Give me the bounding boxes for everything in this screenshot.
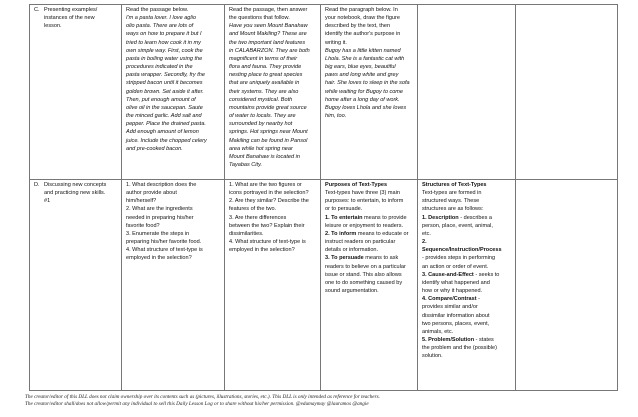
structure-line-bold: 1. Description xyxy=(422,214,459,221)
passage-line: pepper. Place the drained pasta. xyxy=(126,121,206,128)
question-line: 1. What are the two figures or xyxy=(229,182,302,188)
passage-line: and Mount Makiling? These are xyxy=(229,31,307,38)
passage-line: Mount Banahaw is located in xyxy=(229,153,300,160)
passage-line: mountains provide great source xyxy=(229,104,307,111)
structure-line: dissimilar information about xyxy=(422,312,490,319)
structure-line-bold: 5. Problem/Solution xyxy=(422,336,475,343)
passage-line: Have you seen Mount Banahaw xyxy=(229,23,308,30)
passage-line: their systems. They are also xyxy=(229,88,299,95)
passage-line: flora and fauna. They provide xyxy=(229,64,302,71)
structure-line: person, place, event, animal, xyxy=(422,222,493,229)
passage-line: golden brown. Set aside it after. xyxy=(126,88,204,95)
row-c-col3 xyxy=(321,5,418,180)
purpose-line: purposes: to entertain, to inform xyxy=(325,198,404,205)
structure-line: an action or order of event. xyxy=(422,263,489,270)
passage-line: pasta in boiling water using the xyxy=(126,55,203,62)
question-line: between the two? Explain their xyxy=(229,222,305,229)
passage-line: area while hot spring near xyxy=(229,145,293,152)
row-d-col3 xyxy=(321,180,418,391)
question-line: preparing his/her favorite food. xyxy=(126,239,202,246)
purpose-line-bold: 1. To entertain xyxy=(325,214,363,221)
structure-line: etc. xyxy=(422,230,431,237)
structures-title: Structures of Text-Types xyxy=(422,182,487,188)
question-line: features of the two. xyxy=(229,206,277,213)
passage-line: hair. She loves to sleep in the sofa xyxy=(325,80,410,87)
instruction-line: writing it. xyxy=(325,39,347,46)
structure-line: the problem and the (possible) xyxy=(422,345,497,352)
row-c-label xyxy=(44,6,118,30)
structure-line: structured ways. These xyxy=(422,198,480,205)
passage-line: big ears, blue eyes, beautiful xyxy=(325,64,396,71)
structure-line: two persons, places, event, xyxy=(422,320,490,327)
passage-line: Lhola. She is a fantastic cat with xyxy=(325,55,405,62)
instruction-line: Read the paragraph below. In xyxy=(325,7,398,13)
passage-line: of water to locals. They are xyxy=(229,113,296,120)
question-line: 4. What structure of text-type is xyxy=(229,239,306,246)
structure-line-bold: 2. xyxy=(422,239,427,246)
passage-line: tried to learn how cook it in my xyxy=(126,39,201,46)
purpose-line: sound argumentation. xyxy=(325,288,379,295)
structure-line xyxy=(422,238,512,246)
passage-line: Tayabas City. xyxy=(229,161,262,168)
disclaimer-line-2: The creator/editor shall/does not allow/permit any individual to sell this Daily Lesson Log or to share without his/her permission. @edumaymay @lauramos @angie xyxy=(25,401,369,408)
passage-line: Add enough amount of lemon xyxy=(126,129,199,136)
structures-list xyxy=(422,189,512,360)
passage-line: nesting place to great species xyxy=(229,72,303,79)
row-c-col3-passage xyxy=(325,47,414,120)
purpose-line-bold: 3. To persuade xyxy=(325,255,364,262)
question-line: 1. What description does the xyxy=(126,182,197,188)
row-d-col1-questions xyxy=(126,181,221,263)
passage-line: home after a long day of work. xyxy=(325,96,400,103)
question-line: 2. What are the ingredients xyxy=(126,206,193,213)
question-line: 3. Are there differences xyxy=(229,214,287,221)
passage-line: I'm a pasta lover. I love aglio xyxy=(126,15,196,22)
passage-line: stripped bacon until it becomes xyxy=(126,80,203,87)
structure-line: Text-types are formed in xyxy=(422,190,482,197)
passage-line: pasta wrapper. Secondly, fry the xyxy=(126,72,205,79)
instruction-line: your notebook, draw the figure xyxy=(325,15,400,22)
structure-line xyxy=(422,246,512,254)
row-c-col1-passage xyxy=(126,14,221,153)
structure-line: animals, etc. xyxy=(422,328,454,335)
question-line: author provide about xyxy=(126,190,177,197)
row-d-label-num: D. xyxy=(34,182,40,188)
passage-line: olive oil in the saucepan. Saute xyxy=(126,104,203,111)
purpose-line: 3. To persuade means to ask xyxy=(325,255,399,262)
purpose-line: one to do something caused by xyxy=(325,279,403,286)
row-d-label xyxy=(44,181,118,205)
passage-line: procedures indicated in the xyxy=(126,64,193,71)
row-d xyxy=(30,180,618,391)
row-d-col4 xyxy=(418,180,516,391)
passage-line: the two important land features xyxy=(229,39,306,46)
passage-line: paws and long white and grey xyxy=(325,72,399,79)
row-d-col2-questions xyxy=(229,181,317,254)
purpose-line-bold: 2. To inform xyxy=(325,230,357,237)
structure-line-bold: 3. Cause-and-Effect xyxy=(422,271,474,278)
passage-line: Bugoy loves Lhola and she loves xyxy=(325,104,407,111)
passage-line: Bugoy has a little kitten named xyxy=(325,47,401,54)
purpose-line: details or information. xyxy=(325,247,379,254)
structure-line: structures are as follows: xyxy=(422,206,484,213)
instruction-line: Read the passage, then answer xyxy=(229,7,308,13)
purposes-list xyxy=(325,189,414,295)
passage-line: and pre-cooked bacon. xyxy=(126,145,183,152)
question-line: icons portrayed in the selection? xyxy=(229,190,309,197)
question-line: favorite food? xyxy=(126,222,160,229)
passage-line: juice. Include the chopped celery xyxy=(126,137,207,144)
row-d-col1 xyxy=(122,180,225,391)
instruction-line: described by the text, then xyxy=(325,23,391,30)
structure-line-bold: 4. Compare/Contrast xyxy=(422,296,477,303)
passage-line: Makiling can be found in Pansol xyxy=(229,137,308,144)
purpose-line: or to persuade. xyxy=(325,206,363,213)
structure-line: - provides steps in performing xyxy=(422,255,496,262)
question-line: dissimilarities. xyxy=(229,230,264,237)
row-c-label-cell xyxy=(30,5,122,180)
passage-line: magnificent in terms of their xyxy=(229,55,298,62)
disclaimer-footer xyxy=(25,394,625,409)
purpose-line: 2. To inform means to educate or xyxy=(325,230,409,237)
passage-line: in CALABARZON. They are both xyxy=(229,47,310,54)
row-c-col2 xyxy=(225,5,321,180)
passage-line: surrounded by nearby hot xyxy=(229,121,293,128)
row-c xyxy=(30,5,618,180)
passage-line: ways on how to prepare it but I xyxy=(126,31,202,38)
row-d-col2 xyxy=(225,180,321,391)
question-line: him/herself? xyxy=(126,198,157,205)
question-line: 3. Enumerate the steps in xyxy=(126,230,190,237)
row-c-col3-instructions xyxy=(325,6,414,47)
row-c-col2-instructions xyxy=(229,6,317,22)
label-line: #1 xyxy=(44,198,51,205)
label-line: instances of the new xyxy=(44,15,95,22)
passage-line: springs. Hot springs near Mount xyxy=(229,129,308,136)
instruction-line: identify the author's purpose in xyxy=(325,31,401,38)
row-c-col1-intro: Read the passage below. xyxy=(126,7,189,13)
row-c-col1 xyxy=(122,5,225,180)
passage-line: the minced garlic. Add salt and xyxy=(126,113,202,120)
structure-line: 1. Description - describes a xyxy=(422,214,492,221)
question-line: 2. Are they similar? Describe the xyxy=(229,198,309,205)
structure-line: 4. Compare/Contrast - xyxy=(422,296,480,303)
row-d-col5 xyxy=(516,180,618,391)
label-line: and practicing new skills. xyxy=(44,190,106,197)
label-line: lesson. xyxy=(44,23,62,30)
structure-line: provides similar and/or xyxy=(422,304,478,311)
passage-line: that are uniquely available in xyxy=(229,80,300,87)
purpose-line: instruct readers on particular xyxy=(325,239,396,246)
purpose-line: readers to believe on a particular xyxy=(325,263,406,270)
row-c-label-num: C. xyxy=(34,7,40,13)
purpose-line: issue or stand. This also allows xyxy=(325,271,402,278)
purpose-line: 1. To entertain means to provide xyxy=(325,214,407,221)
purpose-line: leisure or enjoyment to readers. xyxy=(325,222,404,229)
structure-line: identify what happened and xyxy=(422,279,490,286)
row-d-label-cell xyxy=(30,180,122,391)
structure-line-bold: Sequence/Instruction/Process xyxy=(422,247,502,254)
label-line: Discussing new concepts xyxy=(44,182,107,188)
row-c-col5 xyxy=(516,5,618,180)
question-line: needed in preparing his/her xyxy=(126,214,194,221)
row-c-col4 xyxy=(418,5,516,180)
purpose-line: Text-types have three (3) main xyxy=(325,190,400,197)
row-c-col2-passage xyxy=(229,22,317,169)
structure-line: 3. Cause-and-Effect - seeks to xyxy=(422,271,500,278)
structure-line: how or why it happened. xyxy=(422,288,483,295)
question-line: 4. What structure of text-type is xyxy=(126,247,203,254)
passage-line: Then, put enough amount of xyxy=(126,96,196,103)
structure-line: 5. Problem/Solution - states xyxy=(422,336,494,343)
label-line: Presenting examples/ xyxy=(44,7,98,13)
passage-line: olio pasta. There are lots of xyxy=(126,23,194,30)
question-line: employed in the selection? xyxy=(229,247,295,254)
passage-line: own simple way. First, cook the xyxy=(126,47,203,54)
passage-line: him, too. xyxy=(325,113,347,120)
lesson-log-table xyxy=(29,4,618,391)
question-line: employed in the selection? xyxy=(126,255,192,262)
passage-line: while waiting for Bugoy to come xyxy=(325,88,404,95)
purposes-title: Purposes of Text-Types xyxy=(325,182,388,188)
disclaimer-line-1: The creator/editor of this DLL does not claim ownership over its contents such as (pictures, illustrations, stories, etc.). This DLL is only intended as reference for teachers. xyxy=(25,394,380,400)
passage-line: considered mystical. Both xyxy=(229,96,293,103)
instruction-line: the questions that follow. xyxy=(229,15,290,22)
structure-line: solution. xyxy=(422,353,443,360)
